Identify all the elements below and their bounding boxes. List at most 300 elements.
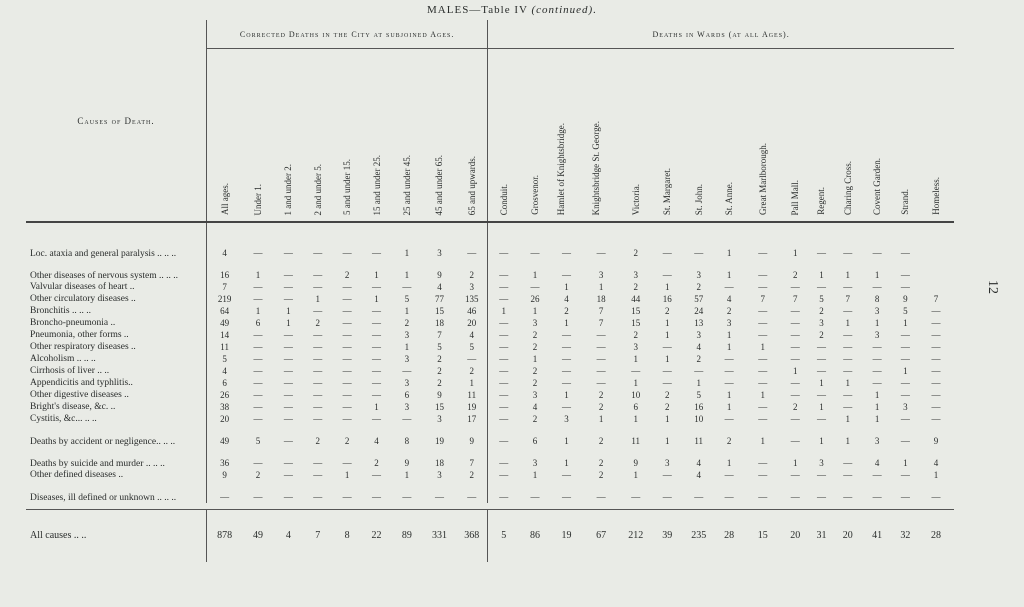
- value-cell: —: [816, 390, 826, 400]
- value-cell: —: [499, 414, 509, 424]
- value-cell: 1: [726, 270, 732, 280]
- value-cell: 16: [662, 294, 672, 304]
- value-cell: —: [816, 470, 826, 480]
- value-cell: 44: [631, 294, 641, 304]
- value-cell: 2: [664, 306, 670, 316]
- value-cell: 77: [434, 294, 444, 304]
- table-row: [26, 293, 954, 305]
- value-cell: —: [758, 470, 768, 480]
- value-cell: —: [758, 402, 768, 412]
- cause-cell: Bright's disease, &c. ..: [26, 401, 207, 413]
- value-cell: —: [790, 414, 800, 424]
- value-cell: 1: [532, 306, 538, 316]
- value-cell: 1: [903, 318, 908, 328]
- value-cell: —: [931, 306, 941, 316]
- value-cell: 3: [903, 402, 908, 412]
- column-header: [551, 49, 582, 223]
- value-cell: —: [372, 330, 381, 340]
- value-cell: —: [900, 414, 910, 424]
- value-cell: 64: [220, 306, 230, 316]
- value-cell: 2: [456, 259, 488, 281]
- value-cell: —: [872, 378, 882, 388]
- value-cell: —: [872, 354, 882, 364]
- value-cell: 2: [315, 436, 320, 446]
- value-cell: [918, 281, 954, 293]
- value-cell: 1: [532, 354, 538, 364]
- column-header: [362, 49, 391, 223]
- value-cell: 2: [437, 366, 442, 376]
- cause-cell: Diseases, ill defined or unknown .. .. ..: [26, 481, 207, 503]
- value-cell: 49: [220, 318, 230, 328]
- value-cell: —: [694, 248, 704, 258]
- value-cell: —: [596, 342, 606, 352]
- value-cell: —: [253, 294, 263, 304]
- value-cell: —: [790, 436, 800, 446]
- value-cell: —: [561, 492, 571, 502]
- value-cell: —: [313, 270, 323, 280]
- value-cell: 1: [903, 458, 908, 468]
- value-cell: —: [758, 282, 768, 292]
- value-cell: —: [253, 414, 263, 424]
- value-cell: 2: [792, 270, 798, 280]
- value-cell: —: [253, 402, 263, 412]
- cause-cell: Cirrhosis of liver .. ..: [26, 365, 207, 377]
- table-row: [26, 341, 954, 353]
- value-cell: 2: [344, 270, 350, 280]
- column-header-label: Regent.: [816, 187, 827, 215]
- value-cell: —: [724, 492, 734, 502]
- table-row: [26, 389, 954, 401]
- value-cell: —: [900, 390, 910, 400]
- value-cell: 3: [532, 458, 538, 468]
- value-cell: 2: [437, 354, 442, 364]
- table-row: [26, 447, 954, 469]
- value-cell: —: [342, 330, 352, 340]
- value-cell: 1: [664, 354, 670, 364]
- value-cell: 1: [819, 436, 824, 446]
- value-cell: —: [872, 342, 882, 352]
- value-cell: 9: [437, 390, 442, 400]
- value-cell: 41: [861, 510, 892, 563]
- value-cell: —: [662, 378, 672, 388]
- value-cell: 2: [819, 306, 824, 316]
- table-row: [26, 329, 954, 341]
- value-cell: 24: [694, 306, 704, 316]
- value-cell: 89: [391, 510, 422, 563]
- value-cell: 8: [332, 510, 361, 563]
- cause-cell: All causes .. ..: [26, 510, 207, 563]
- value-cell: —: [724, 354, 734, 364]
- column-header-label: 45 and under 65.: [434, 154, 445, 215]
- value-cell: 18: [596, 294, 606, 304]
- value-cell: 1: [286, 306, 291, 316]
- value-cell: —: [499, 318, 509, 328]
- value-cell: 3: [532, 390, 538, 400]
- value-cell: 2: [633, 330, 638, 340]
- value-cell: 4: [874, 458, 880, 468]
- value-cell: —: [758, 330, 768, 340]
- value-cell: —: [499, 342, 509, 352]
- value-cell: —: [900, 270, 910, 280]
- value-cell: —: [662, 470, 672, 480]
- value-cell: 5: [456, 341, 488, 353]
- value-cell: —: [596, 330, 606, 340]
- column-header: [714, 49, 743, 223]
- value-cell: 1: [633, 378, 638, 388]
- value-cell: 219: [217, 294, 232, 304]
- value-cell: 2: [315, 318, 320, 328]
- value-cell: 3: [664, 458, 670, 468]
- value-cell: —: [499, 458, 509, 468]
- value-cell: 1: [819, 402, 824, 412]
- value-cell: —: [724, 414, 734, 424]
- value-cell: 20: [220, 414, 230, 424]
- value-cell: —: [530, 248, 540, 258]
- value-cell: 14: [220, 330, 230, 340]
- value-cell: 8: [404, 436, 410, 446]
- cause-cell: Deaths by accident or negligence.. .. ..: [26, 425, 207, 447]
- value-cell: —: [900, 378, 910, 388]
- value-cell: —: [372, 492, 381, 502]
- value-cell: —: [313, 378, 323, 388]
- column-header: [582, 49, 620, 223]
- value-cell: 1: [726, 248, 732, 258]
- value-cell: 7: [598, 318, 604, 328]
- value-cell: 6: [404, 390, 410, 400]
- value-cell: 15: [631, 306, 641, 316]
- value-cell: —: [313, 414, 323, 424]
- value-cell: 3: [874, 306, 880, 316]
- value-cell: —: [662, 270, 672, 280]
- value-cell: —: [816, 282, 826, 292]
- value-cell: —: [724, 470, 734, 480]
- value-cell: —: [758, 458, 768, 468]
- value-cell: 10: [694, 414, 704, 424]
- value-cell: 1: [874, 414, 880, 424]
- value-cell: [918, 222, 954, 259]
- value-cell: 1: [374, 294, 379, 304]
- column-header: [861, 49, 892, 223]
- column-header: [488, 49, 519, 223]
- value-cell: 2: [664, 402, 670, 412]
- value-cell: 1: [845, 318, 850, 328]
- value-cell: 1: [760, 436, 765, 446]
- value-cell: —: [342, 390, 352, 400]
- value-cell: 1: [598, 414, 604, 424]
- value-cell: 1: [845, 436, 850, 446]
- value-cell: 3: [437, 470, 442, 480]
- value-cell: —: [758, 318, 768, 328]
- value-cell: 38: [220, 402, 230, 412]
- mortality-table: [26, 20, 954, 562]
- cause-cell: Broncho-pneumonia ..: [26, 317, 207, 329]
- value-cell: 2: [726, 436, 732, 446]
- table-row: [26, 259, 954, 281]
- value-cell: 1: [874, 270, 880, 280]
- value-cell: —: [402, 492, 412, 502]
- value-cell: —: [313, 306, 323, 316]
- value-cell: —: [758, 270, 768, 280]
- value-cell: 2: [633, 248, 638, 258]
- value-cell: 5: [404, 294, 410, 304]
- value-cell: 17: [456, 413, 488, 425]
- value-cell: 7: [456, 447, 488, 469]
- value-cell: 1: [874, 390, 880, 400]
- value-cell: 5: [437, 342, 442, 352]
- value-cell: 1: [404, 342, 410, 352]
- value-cell: —: [931, 492, 941, 502]
- cause-cell: Cystitis, &c... .. ..: [26, 413, 207, 425]
- value-cell: —: [499, 330, 509, 340]
- value-cell: 5: [819, 294, 824, 304]
- value-cell: —: [342, 342, 352, 352]
- value-cell: —: [313, 492, 323, 502]
- value-cell: 2: [564, 306, 569, 316]
- value-cell: [918, 259, 954, 281]
- value-cell: —: [342, 354, 352, 364]
- value-cell: 7: [845, 294, 850, 304]
- value-cell: —: [313, 470, 323, 480]
- value-cell: 1: [255, 306, 261, 316]
- value-cell: —: [372, 306, 381, 316]
- value-cell: 11: [694, 436, 704, 446]
- value-cell: —: [283, 378, 293, 388]
- value-cell: —: [790, 492, 800, 502]
- value-cell: 26: [530, 294, 540, 304]
- value-cell: 2: [532, 330, 538, 340]
- column-header-label: Under 1.: [252, 183, 263, 215]
- column-header-label: 5 and under 15.: [342, 159, 353, 215]
- value-cell: —: [456, 481, 488, 503]
- total-row: [26, 510, 954, 563]
- value-cell: —: [372, 318, 381, 328]
- value-cell: —: [843, 390, 853, 400]
- value-cell: 31: [809, 510, 834, 563]
- value-cell: —: [342, 366, 352, 376]
- value-cell: —: [843, 354, 853, 364]
- value-cell: —: [283, 248, 293, 258]
- value-cell: —: [372, 342, 381, 352]
- value-cell: 212: [620, 510, 651, 563]
- value-cell: —: [816, 248, 826, 258]
- value-cell: —: [872, 470, 882, 480]
- value-cell: 1: [344, 470, 350, 480]
- value-cell: —: [790, 318, 800, 328]
- value-cell: —: [843, 330, 853, 340]
- value-cell: 9: [222, 470, 227, 480]
- cause-cell: Valvular diseases of heart ..: [26, 281, 207, 293]
- value-cell: —: [790, 378, 800, 388]
- value-cell: 2: [255, 470, 261, 480]
- value-cell: —: [843, 402, 853, 412]
- value-cell: —: [931, 318, 941, 328]
- value-cell: 9: [456, 425, 488, 447]
- value-cell: 1: [792, 366, 798, 376]
- value-cell: —: [816, 366, 826, 376]
- table-row: [26, 317, 954, 329]
- value-cell: 1: [664, 318, 670, 328]
- value-cell: —: [283, 470, 293, 480]
- value-cell: —: [283, 270, 293, 280]
- value-cell: —: [662, 366, 672, 376]
- value-cell: 1: [404, 270, 410, 280]
- value-cell: —: [843, 282, 853, 292]
- cause-cell: Loc. ataxia and general paralysis .. .. ..: [26, 222, 207, 259]
- value-cell: —: [790, 390, 800, 400]
- value-cell: 1: [726, 458, 732, 468]
- value-cell: 20: [834, 510, 861, 563]
- value-cell: 7: [222, 282, 227, 292]
- value-cell: 1: [664, 414, 670, 424]
- value-cell: 6: [532, 436, 538, 446]
- value-cell: —: [931, 390, 941, 400]
- value-cell: 1: [726, 402, 732, 412]
- value-cell: —: [283, 402, 293, 412]
- value-cell: 3: [726, 318, 732, 328]
- value-cell: —: [499, 492, 509, 502]
- value-cell: —: [816, 342, 826, 352]
- table-title: [0, 4, 1024, 16]
- value-cell: 2: [633, 282, 638, 292]
- value-cell: —: [872, 492, 882, 502]
- value-cell: 19: [434, 436, 444, 446]
- value-cell: —: [662, 492, 672, 502]
- value-cell: —: [313, 366, 323, 376]
- value-cell: —: [561, 342, 571, 352]
- value-cell: 57: [694, 294, 704, 304]
- value-cell: —: [499, 470, 509, 480]
- value-cell: —: [758, 248, 768, 258]
- value-cell: —: [843, 366, 853, 376]
- value-cell: —: [372, 354, 381, 364]
- column-header-label: Strand.: [900, 189, 911, 215]
- value-cell: 1: [564, 318, 569, 328]
- value-cell: 1: [845, 414, 850, 424]
- value-cell: 15: [744, 510, 782, 563]
- value-cell: —: [456, 222, 488, 259]
- value-cell: 3: [819, 318, 824, 328]
- value-cell: 15: [631, 318, 641, 328]
- value-cell: —: [631, 366, 641, 376]
- value-cell: 18: [434, 458, 444, 468]
- value-cell: 2: [437, 378, 442, 388]
- table-row: [26, 353, 954, 365]
- value-cell: —: [931, 414, 941, 424]
- value-cell: 1: [532, 470, 538, 480]
- value-cell: —: [253, 492, 263, 502]
- value-cell: 4: [222, 248, 227, 258]
- value-cell: 2: [726, 306, 732, 316]
- value-cell: —: [561, 470, 571, 480]
- value-cell: 4: [437, 282, 442, 292]
- value-cell: 1: [726, 342, 732, 352]
- value-cell: 13: [694, 318, 704, 328]
- value-cell: —: [900, 470, 910, 480]
- value-cell: —: [283, 330, 293, 340]
- value-cell: —: [843, 492, 853, 502]
- table-row: [26, 425, 954, 447]
- value-cell: —: [790, 330, 800, 340]
- value-cell: 32: [893, 510, 918, 563]
- value-cell: 1: [633, 354, 638, 364]
- value-cell: 2: [532, 342, 538, 352]
- value-cell: 331: [423, 510, 457, 563]
- value-cell: —: [499, 366, 509, 376]
- value-cell: —: [900, 354, 910, 364]
- value-cell: 1: [255, 270, 261, 280]
- column-header: [242, 49, 273, 223]
- value-cell: —: [724, 378, 734, 388]
- value-cell: 235: [683, 510, 714, 563]
- value-cell: 5: [903, 306, 908, 316]
- value-cell: 3: [404, 354, 410, 364]
- value-cell: —: [499, 294, 509, 304]
- value-cell: 10: [631, 390, 641, 400]
- value-cell: —: [283, 492, 293, 502]
- value-cell: —: [283, 354, 293, 364]
- value-cell: —: [530, 492, 540, 502]
- value-cell: —: [342, 492, 352, 502]
- value-cell: 4: [274, 510, 303, 563]
- value-cell: —: [758, 414, 768, 424]
- column-header-label: Charing Cross.: [842, 161, 853, 215]
- value-cell: 3: [404, 378, 410, 388]
- value-cell: —: [283, 366, 293, 376]
- value-cell: 3: [437, 414, 442, 424]
- value-cell: 6: [633, 402, 638, 412]
- value-cell: 2: [598, 436, 604, 446]
- value-cell: 49: [242, 510, 273, 563]
- value-cell: 1: [501, 306, 506, 316]
- value-cell: 2: [598, 390, 604, 400]
- value-cell: —: [253, 458, 263, 468]
- value-cell: 36: [220, 458, 230, 468]
- value-cell: 3: [598, 270, 604, 280]
- value-cell: 2: [696, 282, 701, 292]
- value-cell: 2: [598, 402, 604, 412]
- value-cell: —: [872, 248, 882, 258]
- value-cell: —: [662, 342, 672, 352]
- value-cell: 1: [404, 306, 410, 316]
- value-cell: —: [499, 436, 509, 446]
- value-cell: 1: [874, 318, 880, 328]
- value-cell: 2: [792, 402, 798, 412]
- column-header: [834, 49, 861, 223]
- value-cell: —: [662, 248, 672, 258]
- value-cell: 1: [374, 270, 379, 280]
- value-cell: 1: [845, 378, 850, 388]
- value-cell: 20: [782, 510, 809, 563]
- column-header-label: Pall Mall.: [790, 179, 801, 215]
- value-cell: —: [342, 282, 352, 292]
- value-cell: —: [342, 306, 352, 316]
- value-cell: —: [596, 492, 606, 502]
- value-cell: —: [499, 402, 509, 412]
- value-cell: —: [313, 390, 323, 400]
- column-header: [918, 49, 954, 223]
- value-cell: 3: [564, 414, 569, 424]
- value-cell: 1: [564, 390, 569, 400]
- column-header-label: Covent Garden.: [872, 158, 883, 215]
- value-cell: —: [253, 248, 263, 258]
- value-cell: —: [931, 366, 941, 376]
- value-cell: —: [931, 402, 941, 412]
- value-cell: 7: [303, 510, 332, 563]
- value-cell: 2: [532, 366, 538, 376]
- value-cell: 4: [456, 329, 488, 341]
- value-cell: —: [790, 354, 800, 364]
- value-cell: —: [790, 306, 800, 316]
